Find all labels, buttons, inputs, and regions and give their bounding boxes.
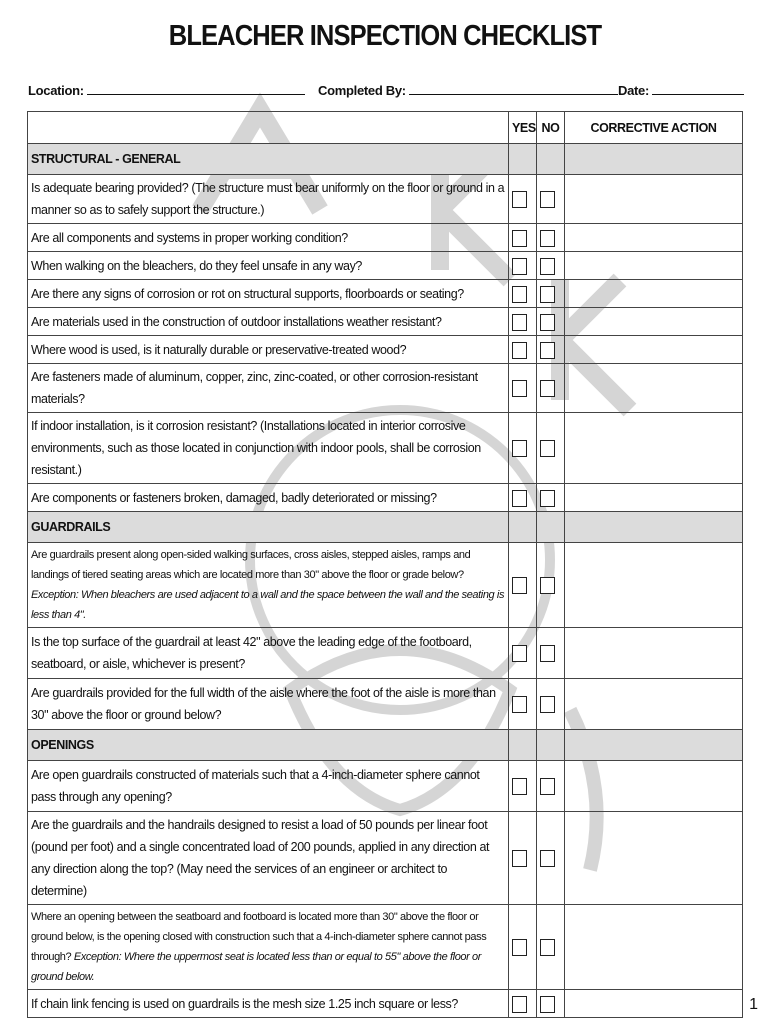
corrective-action-cell[interactable]: [565, 413, 743, 484]
question-row: [28, 761, 743, 812]
question-text: [28, 413, 509, 484]
question-text: [28, 990, 509, 1018]
question-text: [28, 543, 509, 628]
yes-cell: [509, 990, 537, 1018]
yes-checkbox[interactable]: [512, 286, 527, 303]
question-body: Are materials used in the construction of outdoor installations weather resistant?: [31, 314, 442, 329]
question-row: [28, 679, 743, 730]
corrective-action-cell[interactable]: [565, 761, 743, 812]
question-body: If chain link fencing is used on guardrails is the mesh size 1.25 inch square or less?: [31, 996, 458, 1011]
question-row: [28, 175, 743, 224]
no-checkbox[interactable]: [540, 696, 555, 713]
yes-checkbox[interactable]: [512, 191, 527, 208]
question-row: [28, 336, 743, 364]
question-row: [28, 905, 743, 990]
corrective-action-cell[interactable]: [565, 336, 743, 364]
question-body: Where an opening between the seatboard and footboard is located more than 30" above the floor or ground below, is the opening closed with construction such that a 4-inch-diameter sphere cannot pass through?: [31, 911, 487, 963]
corrective-action-cell[interactable]: [565, 628, 743, 679]
no-cell: [537, 280, 565, 308]
yes-checkbox[interactable]: [512, 577, 527, 594]
question-row: [28, 484, 743, 512]
no-checkbox[interactable]: [540, 996, 555, 1013]
corrective-action-cell[interactable]: [565, 990, 743, 1018]
no-header: NO: [537, 112, 565, 144]
section-empty-cell: [509, 512, 537, 543]
location-field[interactable]: [28, 82, 305, 98]
question-row: [28, 628, 743, 679]
question-exception: Exception: When bleachers are used adjacent to a wall and the space between the wall and the seating is less than 4".: [31, 589, 505, 621]
yes-cell: [509, 812, 537, 905]
yes-checkbox[interactable]: [512, 440, 527, 457]
section-title: OPENINGS: [28, 730, 509, 761]
yes-cell: [509, 252, 537, 280]
question-row: [28, 224, 743, 252]
question-header: [28, 112, 509, 144]
corrective-action-cell[interactable]: [565, 175, 743, 224]
no-cell: [537, 364, 565, 413]
completed-by-label: Completed By:: [318, 83, 406, 98]
no-checkbox[interactable]: [540, 286, 555, 303]
no-cell: [537, 252, 565, 280]
yes-checkbox[interactable]: [512, 230, 527, 247]
yes-cell: [509, 628, 537, 679]
question-body: Are components or fasteners broken, damaged, badly deteriorated or missing?: [31, 490, 437, 505]
yes-cell: [509, 761, 537, 812]
no-checkbox[interactable]: [540, 645, 555, 662]
location-label: Location:: [28, 83, 84, 98]
yes-cell: [509, 413, 537, 484]
no-cell: [537, 761, 565, 812]
no-cell: [537, 224, 565, 252]
question-text: [28, 252, 509, 280]
section-empty-cell: [565, 512, 743, 543]
yes-cell: [509, 280, 537, 308]
question-row: [28, 990, 743, 1018]
question-body: If indoor installation, is it corrosion resistant? (Installations located in interior corrosive environments, such as those located in conjunction with indoor pools, shall be corrosion resistant.): [31, 419, 481, 477]
question-text: [28, 175, 509, 224]
corrective-action-cell[interactable]: [565, 484, 743, 512]
no-checkbox[interactable]: [540, 380, 555, 397]
no-checkbox[interactable]: [540, 490, 555, 507]
page-number: 1: [749, 996, 758, 1013]
date-line[interactable]: [652, 82, 744, 95]
no-checkbox[interactable]: [540, 778, 555, 795]
yes-checkbox[interactable]: [512, 258, 527, 275]
corrective-action-cell[interactable]: [565, 308, 743, 336]
section-empty-cell: [537, 144, 565, 175]
yes-checkbox[interactable]: [512, 696, 527, 713]
no-cell: [537, 413, 565, 484]
corrective-action-cell[interactable]: [565, 252, 743, 280]
question-row: [28, 812, 743, 905]
yes-checkbox[interactable]: [512, 342, 527, 359]
no-cell: [537, 308, 565, 336]
question-row: [28, 364, 743, 413]
no-checkbox[interactable]: [540, 191, 555, 208]
completed-by-field[interactable]: [318, 82, 618, 98]
yes-checkbox[interactable]: [512, 778, 527, 795]
section-row: [28, 512, 743, 543]
no-cell: [537, 990, 565, 1018]
question-text: [28, 761, 509, 812]
yes-checkbox[interactable]: [512, 645, 527, 662]
corrective-action-cell[interactable]: [565, 364, 743, 413]
table-header-row: [28, 112, 743, 144]
question-text: [28, 905, 509, 990]
yes-cell: [509, 364, 537, 413]
page-title: BLEACHER INSPECTION CHECKLIST: [168, 20, 602, 52]
checklist-table: [27, 111, 743, 1018]
no-checkbox[interactable]: [540, 577, 555, 594]
yes-cell: [509, 336, 537, 364]
question-body: Are there any signs of corrosion or rot on structural supports, floorboards or seating?: [31, 286, 464, 301]
section-empty-cell: [565, 144, 743, 175]
question-row: [28, 308, 743, 336]
date-field[interactable]: [618, 82, 744, 98]
corrective-action-cell[interactable]: [565, 224, 743, 252]
section-row: [28, 730, 743, 761]
yes-cell: [509, 679, 537, 730]
no-checkbox[interactable]: [540, 342, 555, 359]
section-empty-cell: [565, 730, 743, 761]
question-text: [28, 484, 509, 512]
question-row: [28, 543, 743, 628]
no-cell: [537, 543, 565, 628]
corrective-action-header: CORRECTIVE ACTION: [565, 112, 743, 144]
no-checkbox[interactable]: [540, 440, 555, 457]
yes-cell: [509, 484, 537, 512]
section-title: GUARDRAILS: [28, 512, 509, 543]
yes-cell: [509, 224, 537, 252]
section-row: [28, 144, 743, 175]
question-body: Are fasteners made of aluminum, copper, zinc, zinc-coated, or other corrosion-resistant materials?: [31, 370, 478, 406]
no-checkbox[interactable]: [540, 939, 555, 956]
question-text: [28, 308, 509, 336]
question-body: Are the guardrails and the handrails designed to resist a load of 50 pounds per linear foot (pound per foot) and a single concentrated load of 200 pounds, applied in any direction at any direction along the top? (May need the services of an engineer or architect to determine): [31, 818, 490, 898]
question-text: [28, 280, 509, 308]
section-empty-cell: [537, 512, 565, 543]
question-text: [28, 336, 509, 364]
corrective-action-cell[interactable]: [565, 905, 743, 990]
corrective-action-cell[interactable]: [565, 280, 743, 308]
corrective-action-cell[interactable]: [565, 679, 743, 730]
yes-checkbox[interactable]: [512, 314, 527, 331]
question-text: [28, 812, 509, 905]
yes-checkbox[interactable]: [512, 939, 527, 956]
corrective-action-cell[interactable]: [565, 812, 743, 905]
no-checkbox[interactable]: [540, 314, 555, 331]
no-cell: [537, 484, 565, 512]
yes-header: YES: [509, 112, 537, 144]
no-cell: [537, 679, 565, 730]
question-row: [28, 252, 743, 280]
question-body: Are open guardrails constructed of materials such that a 4-inch-diameter sphere cannot pass through any opening?: [31, 768, 480, 804]
yes-cell: [509, 175, 537, 224]
question-body: Are guardrails provided for the full width of the aisle where the foot of the aisle is more than 30" above the floor or ground below?: [31, 686, 496, 722]
question-row: [28, 280, 743, 308]
question-body: Is the top surface of the guardrail at least 42" above the leading edge of the footboard, seatboard, or aisle, whichever is present?: [31, 635, 472, 671]
question-text: [28, 224, 509, 252]
no-cell: [537, 175, 565, 224]
yes-checkbox[interactable]: [512, 850, 527, 867]
section-empty-cell: [509, 730, 537, 761]
section-empty-cell: [509, 144, 537, 175]
question-body: Where wood is used, is it naturally durable or preservative-treated wood?: [31, 342, 407, 357]
no-cell: [537, 336, 565, 364]
no-checkbox[interactable]: [540, 850, 555, 867]
no-checkbox[interactable]: [540, 258, 555, 275]
yes-cell: [509, 543, 537, 628]
section-empty-cell: [537, 730, 565, 761]
question-body: Are guardrails present along open-sided walking surfaces, cross aisles, stepped aisles, ramps and landings of tiered seating areas which are located more than 30" above the floor or grade below?: [31, 549, 471, 581]
yes-checkbox[interactable]: [512, 380, 527, 397]
location-line[interactable]: [87, 82, 305, 95]
yes-checkbox[interactable]: [512, 996, 527, 1013]
yes-cell: [509, 905, 537, 990]
question-text: [28, 628, 509, 679]
question-text: [28, 679, 509, 730]
no-cell: [537, 905, 565, 990]
question-body: Is adequate bearing provided? (The structure must bear uniformly on the floor or ground in a manner so as to safely support the structure.): [31, 181, 505, 217]
completed-by-line[interactable]: [409, 82, 618, 95]
corrective-action-cell[interactable]: [565, 543, 743, 628]
yes-cell: [509, 308, 537, 336]
no-checkbox[interactable]: [540, 230, 555, 247]
section-title: STRUCTURAL - GENERAL: [28, 144, 509, 175]
yes-checkbox[interactable]: [512, 490, 527, 507]
date-label: Date:: [618, 83, 650, 98]
question-body: Are all components and systems in proper working condition?: [31, 230, 348, 245]
question-exception: Exception: Where the uppermost seat is located less than or equal to 55" above the floor or ground below.: [31, 951, 482, 983]
question-text: [28, 364, 509, 413]
question-body: When walking on the bleachers, do they feel unsafe in any way?: [31, 258, 362, 273]
question-row: [28, 413, 743, 484]
no-cell: [537, 812, 565, 905]
no-cell: [537, 628, 565, 679]
